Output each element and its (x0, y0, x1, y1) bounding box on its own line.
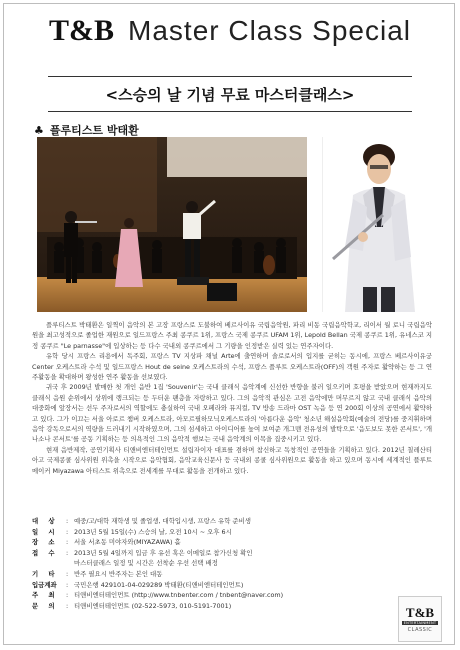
info-label: 주 최 (32, 591, 59, 600)
brand-logo-text: T&B (49, 14, 115, 47)
info-row-etc (32, 569, 432, 580)
info-value (74, 569, 432, 580)
info-label: 일 시 (32, 527, 59, 536)
tnb-classic-logo (398, 596, 442, 642)
info-value (74, 548, 432, 569)
info-row-host (32, 590, 432, 601)
header-title: Master Class Special (128, 15, 411, 46)
info-value (74, 527, 432, 538)
info-row-account (32, 580, 432, 591)
biography-text (32, 320, 432, 476)
info-value-line: 서울 서초동 미야자와(MIYAZAWA) 홀 (74, 538, 181, 547)
info-row-target (32, 516, 432, 527)
event-title: <스승의 날 기념 무료 마스터클래스> (105, 85, 355, 104)
info-value-line: 마스터클래스 일정 및 시간은 선착순 우선 선택 배정 (74, 559, 218, 568)
info-value (74, 537, 432, 548)
bio-paragraph: 현재 음반제작, 공연기획사 티앤비엔터테인먼트 설립자이자 대표를 겸하며 참신하고 독창적인 공연들을 기획하고 있다. 2012년 칠레산티아고 국제콩쿨 심사위원 위촉을 시작으로 음악협회, 음악교육신문사 등 국내외 콩쿨 심사위원으로 활동을 하고 있으며 동시에 세계적인 플루트 메이커 Miyazawa 아티스트 위촉으로 전세계를 무대로 활동을 전개하고 있다. (32, 445, 432, 475)
info-separator: : (66, 548, 69, 557)
info-row-registration (32, 548, 432, 569)
bio-paragraph: 유학 당시 프랑스 리용에서 독주회, 프랑스 TV 지상파 채널 Arte에 출연하며 솔로로서의 입지를 굳히는 동시에, 프랑스 베르사이유궁 Center 오케스트라 수석 및 일드프랑스 Hout de seine 오케스트라의 수석, 프랑스 플루트 오케스트라(OFF)의 객원 주자로 활약하는 등 그 연주활동을 확대하며 왕성한 연주 활동을 선보였다. (32, 352, 432, 382)
info-row-venue (32, 537, 432, 548)
header (0, 0, 460, 62)
soloist-portrait-illustration (323, 137, 425, 312)
info-value (74, 590, 432, 601)
info-value-line: 티앤비엔터테인먼트 (02-522-5973, 010-5191-7001) (74, 601, 232, 610)
event-banner (48, 76, 412, 112)
info-value-line: 국민은행 429101-04-029289 박태환(티앤비엔터테인먼트) (74, 580, 244, 589)
info-value-line: 티앤비엔터테인먼트 (http://www.tnbenter.com / tnbent@naver.com) (74, 591, 284, 600)
concert-photo (37, 137, 307, 312)
bio-paragraph: 플루티스트 박태환은 일찍이 음악의 본 고장 프랑스로 도불하여 베르사이유 국립음악원, 파리 비동 국립음악학교, 리이서 월 로니 국립음악원을 최고성적으로 졸업한 재원으로 일드프랑스 주최 콩쿠르 1위, 프랑스 국제 콩쿠르 UFAM 1위, Lepold Bellan 국제 콩쿠르 1위, 유네스코 지정 콩쿠르 "Le parnasse"에 입상하는 등 다수 국내외 콩쿠르에서 그 기량을 인정받은 실력 있는 연주자이다. (32, 321, 432, 350)
event-info (32, 516, 432, 611)
info-separator: : (66, 538, 69, 547)
logo-sub-entertainment: ENTERTAINMENT (403, 620, 437, 625)
info-label: 대 상 (32, 517, 59, 525)
info-value-line: 2013년 5월 4일까지 입금 후 유선 혹은 이메일로 참가신청 확인 (74, 548, 253, 557)
info-value-line: 반주 필요시 반주자는 본인 대동 (74, 569, 163, 578)
concert-photo-illustration (37, 137, 307, 312)
info-separator: : (66, 527, 69, 536)
info-row-contact (32, 601, 432, 612)
club-bullet-icon: ♣ (34, 124, 44, 137)
info-label: 입금계좌 (32, 580, 57, 589)
info-label: 접 수 (32, 548, 59, 557)
soloist-portrait (322, 137, 425, 312)
section-heading (34, 122, 139, 138)
logo-sub-classic: CLASSIC (407, 626, 433, 633)
bio-paragraph: 귀국 후 2009년 발매한 첫 개인 음반 1집 'Souvenir'는 국내 클래식 음악계에 신선한 반향을 불러 일으키며 호평을 받았으며 현재까지도 클래식 음원 순위에서 상위에 랭크되는 등 두터운 팬층을 자랑하고 있다. 그의 음악적 관심은 고전 음악에만 머무르지 않고 국내 클래식 음악의 대중화에 앞장서는 선두 주자로서의 역할에도 충실하여 국내 오페라와 뮤지컬, TV 방송 드라마 OST 녹음 등 연 200회 이상의 공연에서 활약하고 있다. 그가 이끄는 서울 아로르 챔버 오케스트라, 아모르필하모닉오케스트라의 '아름다운 음악' 청소년 해설음악회(예술의 전당)를 중지휘하며 음악 강독으로서의 역량을 드러내기 시작하였으며, 그의 섬세하고 아이디어를 높여 보여준 개그맨 전유성의 발탁으로 '음도보도 못한 콘서트', '개나소나 콘서트'를 공동 기획하는 등 의욕적인 그의 음악적 행보는 국내 음악계의 이목을 집중시키고 있다. (32, 383, 432, 444)
info-label: 장 소 (32, 538, 59, 547)
info-value-line: 2013년 5월 15일(수) 스승의 날, 오전 10시 ~ 오후 6시 (74, 527, 232, 536)
info-separator: : (66, 591, 69, 600)
section-title: 플루티스트 박태환 (49, 124, 139, 137)
info-value (74, 601, 432, 612)
info-row-date (32, 527, 432, 538)
info-value (74, 580, 432, 591)
logo-main-text: T&B (405, 604, 435, 620)
info-label: 기 타 (32, 569, 59, 578)
info-separator: : (66, 569, 69, 578)
info-value (74, 516, 432, 527)
info-separator: : (66, 580, 69, 589)
info-value-line: 예중/고/대학 재학생 및 졸업생, 대학입시생, 프랑스 유학 준비생 (74, 517, 251, 525)
info-separator: : (66, 517, 69, 525)
info-label: 문 의 (32, 601, 59, 610)
info-separator: : (66, 601, 69, 610)
